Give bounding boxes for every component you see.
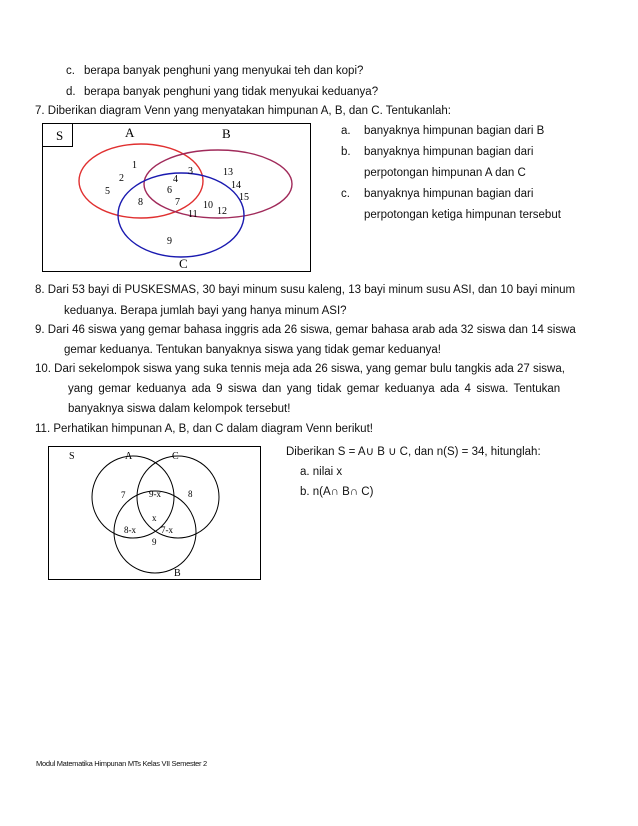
- q7-venn-diagram: [42, 123, 312, 273]
- q9-line-2: gemar keduanya. Tentukan banyaknya siswa yang tidak gemar keduanya!: [64, 344, 441, 356]
- q7-region-value: 1: [132, 160, 137, 171]
- q11-label-c: C: [172, 451, 179, 462]
- q7-region-value: 10: [203, 200, 213, 211]
- q7-c-text-2: perpotongan ketiga himpunan tersebut: [364, 209, 561, 221]
- q7-label-c: C: [179, 256, 188, 271]
- q11-region-value: 9-x: [149, 489, 161, 499]
- q7-c-text-1: banyaknya himpunan bagian dari: [364, 188, 534, 200]
- q7-region-value: 2: [119, 173, 124, 184]
- q6-item-c: [66, 64, 364, 78]
- q6-item-d: [66, 85, 379, 99]
- q7-item-b: [341, 145, 534, 159]
- q11-text: 11. Perhatikan himpunan A, B, dan C dalam diagram Venn berikut!: [35, 423, 373, 435]
- q7-region-value: 9: [167, 236, 172, 247]
- q11-item-b: b. n(A∩ B∩ C): [300, 486, 374, 498]
- q11-given: Diberikan S = A∪ B ∪ C, dan n(S) = 34, hitunglah:: [286, 446, 541, 458]
- q11-item-a: a. nilai x: [300, 466, 343, 478]
- q7-item-a: [341, 124, 545, 138]
- q7-a-marker: a.: [341, 125, 351, 137]
- q6-d-marker: d.: [66, 86, 76, 98]
- q10-line-3: banyaknya siswa dalam kelompok tersebut!: [68, 403, 291, 415]
- q11-label-a: A: [125, 451, 133, 462]
- q7-b-text-1: banyaknya himpunan bagian dari: [364, 146, 534, 158]
- q7-b-marker: b.: [341, 146, 351, 158]
- q7-region-value: 14: [231, 180, 241, 191]
- q7-label-b: B: [222, 126, 231, 141]
- q9-line-1: 9. Dari 46 siswa yang gemar bahasa inggris ada 26 siswa, gemar bahasa arab ada 32 siswa dan 14 siswa: [35, 324, 576, 336]
- q8-line-2: keduanya. Berapa jumlah bayi yang hanya minum ASI?: [64, 305, 347, 317]
- q7-region-value: 4: [173, 174, 178, 185]
- q8-line-1: 8. Dari 53 bayi di PUSKESMAS, 30 bayi minum susu kaleng, 13 bayi minum susu ASI, dan 10 bayi minum: [35, 284, 576, 296]
- q7-region-value: 13: [223, 167, 233, 178]
- q7-label-s: S: [56, 128, 64, 143]
- q11-region-value: 7-x: [161, 525, 173, 535]
- q11-region-value: 7: [121, 490, 126, 500]
- q6-d-text: berapa banyak penghuni yang tidak menyukai keduanya?: [84, 86, 379, 98]
- q7-region-value: 7: [175, 197, 180, 208]
- q11-label-b: B: [174, 568, 181, 579]
- q7-a-text: banyaknya himpunan bagian dari B: [364, 125, 545, 137]
- q11-region-value: 8-x: [124, 525, 136, 535]
- page-footer: Modul Matematika Himpunan MTs Kelas VII Semester 2: [36, 759, 207, 768]
- q11-region-value: 9: [152, 537, 157, 547]
- q7-region-value: 3: [188, 166, 193, 177]
- q7-b-text-2: perpotongan himpunan A dan C: [364, 167, 526, 179]
- q7-region-value: 6: [167, 185, 172, 196]
- q11-region-value: x: [152, 513, 157, 523]
- q11-venn-diagram: [48, 446, 262, 581]
- q7-item-c: [341, 187, 534, 201]
- q7-region-value: 8: [138, 197, 143, 208]
- q10-line-1: 10. Dari sekelompok siswa yang suka tennis meja ada 26 siswa, yang gemar bulu tangkis ada 27 siswa,: [35, 363, 565, 375]
- q7-region-value: 15: [239, 192, 249, 203]
- q7-text: 7. Diberikan diagram Venn yang menyatakan himpunan A, B, dan C. Tentukanlah:: [35, 105, 451, 117]
- q7-c-marker: c.: [341, 188, 350, 200]
- q6-c-text: berapa banyak penghuni yang menyukai teh dan kopi?: [84, 65, 364, 77]
- q6-c-marker: c.: [66, 65, 75, 77]
- q7-region-value: 12: [217, 206, 227, 217]
- q11-label-s: S: [69, 451, 75, 462]
- q7-label-a: A: [125, 125, 135, 140]
- q7-region-value: 11: [188, 209, 198, 220]
- q7-region-value: 5: [105, 186, 110, 197]
- q11-region-value: 8: [188, 489, 193, 499]
- q10-line-2: yang gemar keduanya ada 9 siswa dan yang tidak gemar keduanya ada 4 siswa. Tentukan: [68, 383, 561, 395]
